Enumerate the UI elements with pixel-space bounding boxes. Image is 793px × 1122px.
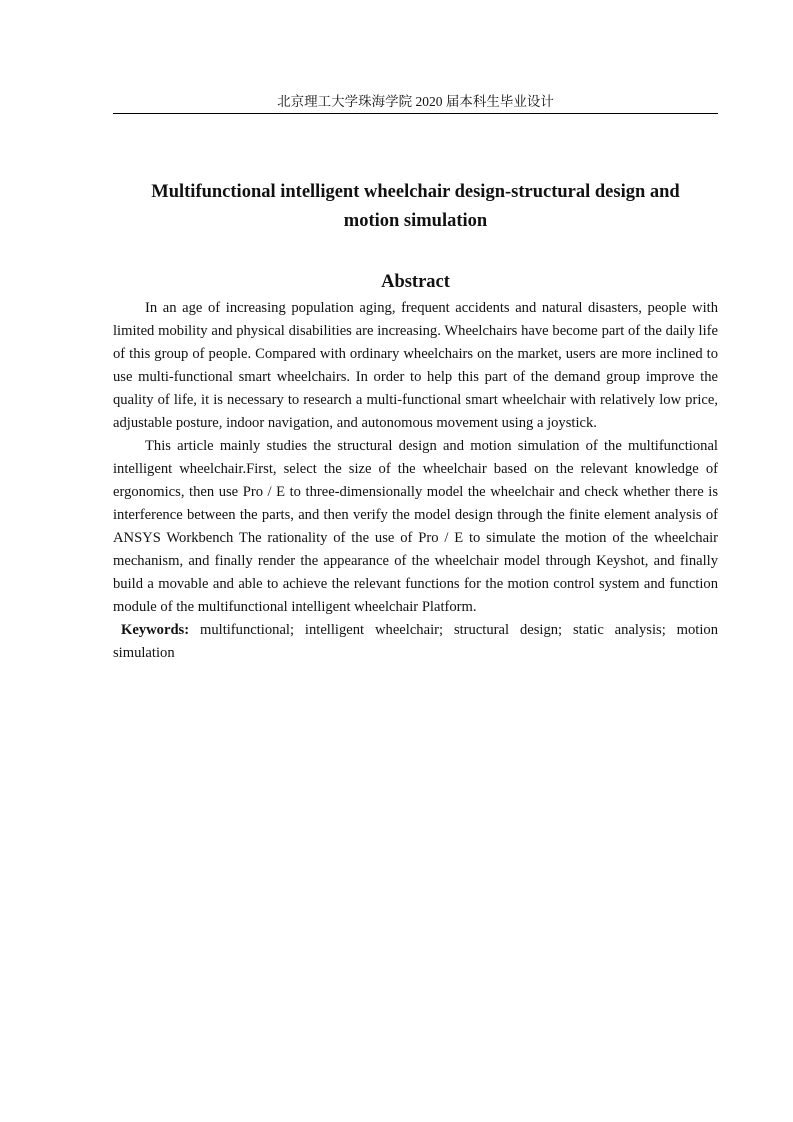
abstract-body bbox=[113, 297, 718, 665]
paper-title-line-1: Multifunctional intelligent wheelchair design-structural design and bbox=[151, 182, 680, 202]
keywords-line bbox=[113, 619, 718, 665]
abstract-paragraph-2: This article mainly studies the structural design and motion simulation of the multifunctional intelligent wheelchair.First, select the size of the wheelchair based on the relevant knowledge of ergonomics, then use Pro / E to three-dimensionally model the wheelchair and check whether there is interference between the parts, and then verify the model design through the finite element analysis of ANSYS Workbench The rationality of the use of Pro / E to simulate the motion of the wheelchair mechanism, and finally render the appearance of the wheelchair model through Keyshot, and finally build a movable and able to achieve the relevant functions for the motion control system and function module of the multifunctional intelligent wheelchair Platform. bbox=[113, 438, 718, 615]
running-header bbox=[113, 93, 718, 114]
keywords-label: Keywords: bbox=[121, 622, 190, 638]
keywords-text: multifunctional; intelligent wheelchair; structural design; static analysis; motion simulation bbox=[113, 622, 718, 661]
paper-title bbox=[113, 178, 718, 236]
abstract-paragraph-1: In an age of increasing population aging, frequent accidents and natural disasters, people with limited mobility and physical disabilities are increasing. Wheelchairs have become part of the daily life of this group of people. Compared with ordinary wheelchairs on the market, users are more inclined to use multi-functional smart wheelchairs. In order to help this part of the demand group improve the quality of life, it is necessary to research a multi-functional smart wheelchair with relatively low price, adjustable posture, indoor navigation, and autonomous movement using a joystick. bbox=[113, 300, 718, 431]
paper-title-line-2: motion simulation bbox=[343, 211, 488, 231]
running-header-text: 北京理工大学珠海学院 2020 届本科生毕业设计 bbox=[277, 94, 554, 109]
abstract-heading: Abstract bbox=[381, 272, 450, 292]
